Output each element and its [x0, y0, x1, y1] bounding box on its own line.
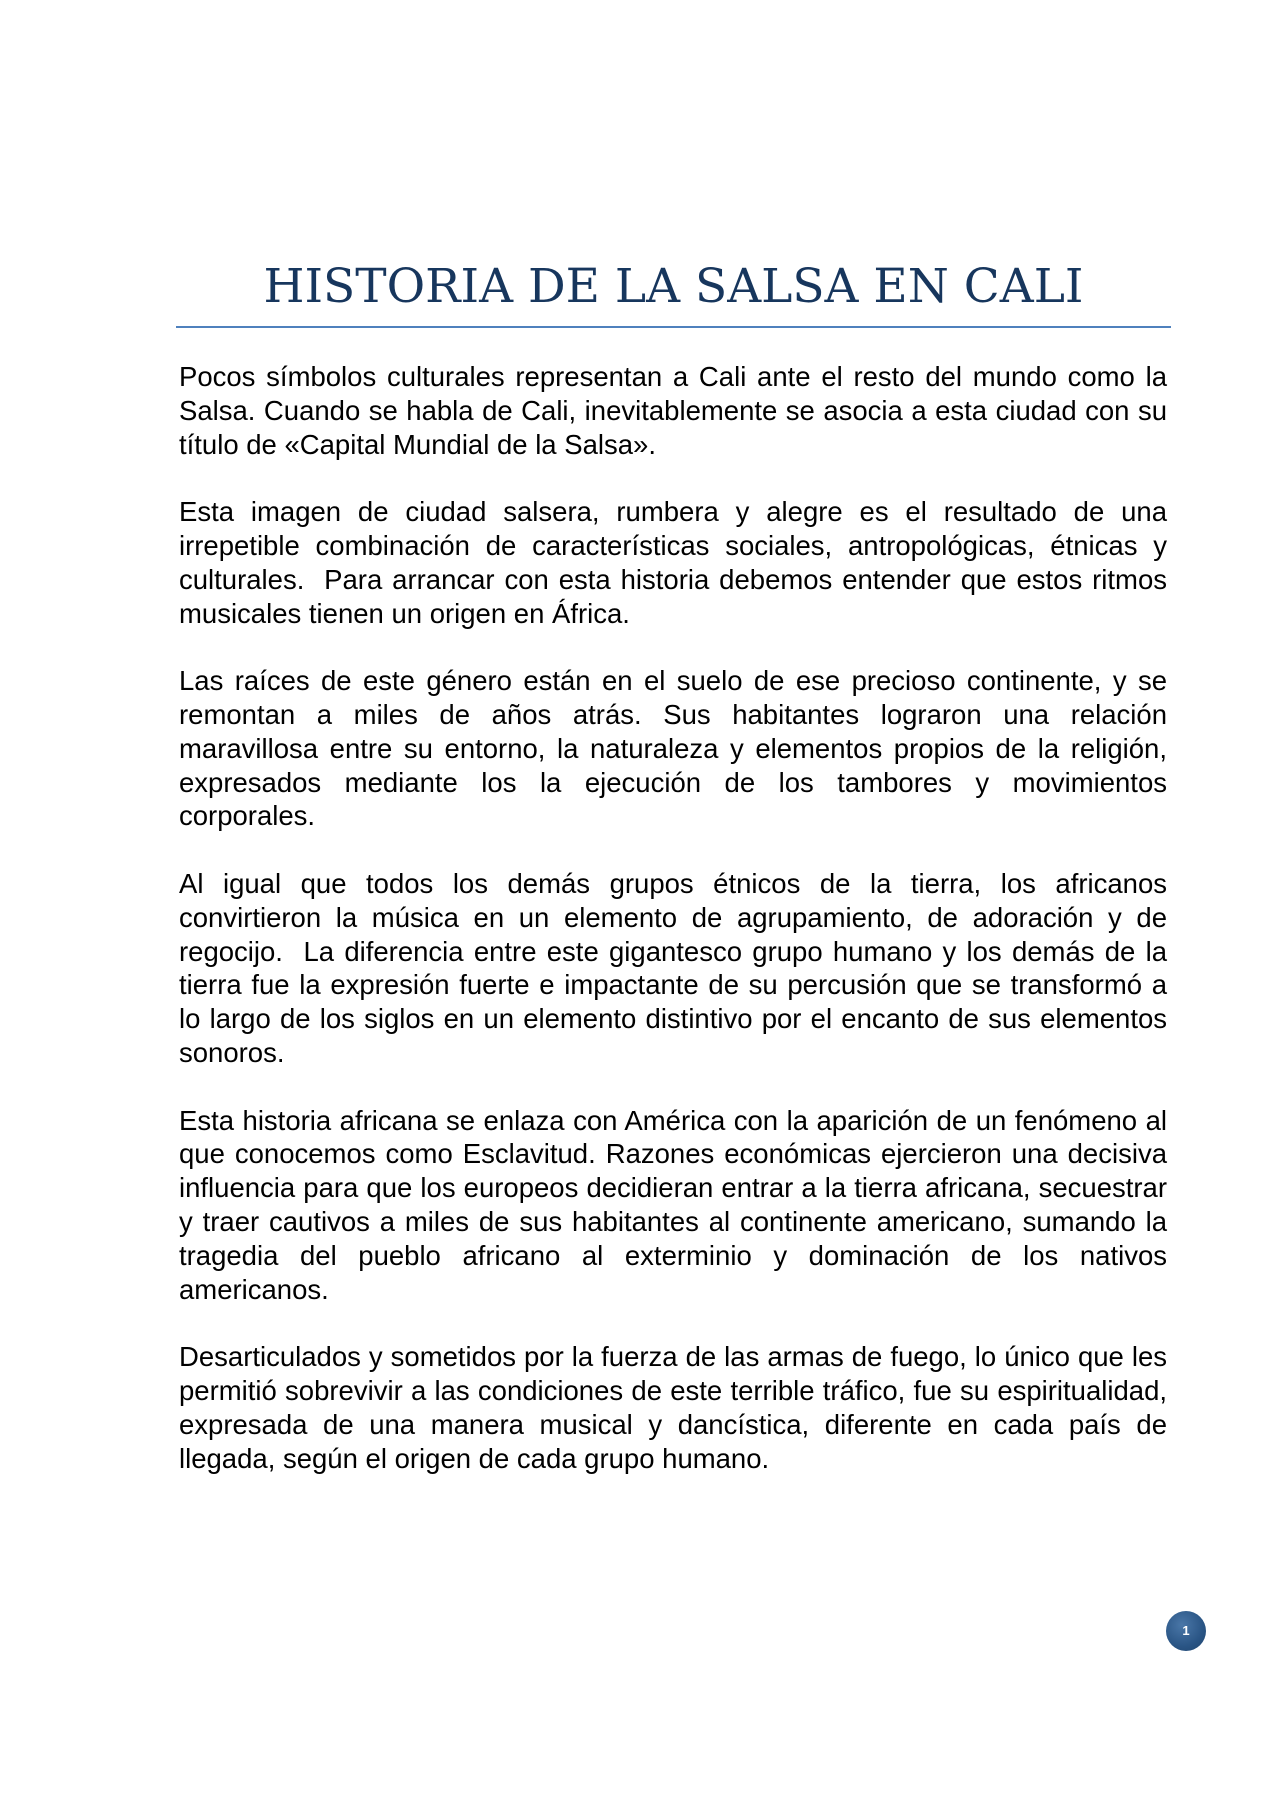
page-number-badge: 1	[1166, 1611, 1206, 1651]
title-underline	[176, 326, 1171, 328]
paragraph-1: Pocos símbolos culturales representan a Cali ante el resto del mundo como la Salsa. Cuando se habla de Cali, inevitablemente se asocia a esta ciudad con su título de «Capital Mundial de la Salsa».	[179, 361, 1175, 460]
paragraph-3: Las raíces de este género están en el suelo de ese precioso continente, y se remontan a miles de años atrás. Sus habitantes lograron una relación maravillosa entre su entorno, la naturaleza y elementos propios de la religión, expresados mediante los la ejecución de los tambores y movimientos corporales.	[179, 665, 1175, 832]
paragraph-6: Desarticulados y sometidos por la fuerza de las armas de fuego, lo único que les permitió sobrevivir a las condiciones de este terrible tráfico, fue su espiritualidad, expresada de una manera musical y dancística, diferente en cada país de llegada, según el origen de cada grupo humano.	[179, 1341, 1175, 1474]
page-title: HISTORIA DE LA SALSA EN CALI	[263, 259, 1084, 314]
body-text	[179, 360, 1175, 1509]
paragraph-4: Al igual que todos los demás grupos étnicos de la tierra, los africanos convirtieron la música en un elemento de agrupamiento, de adoración y de regocijo. La diferencia entre este gigantesco grupo humano y los demás de la tierra fue la expresión fuerte e impactante de su percusión que se transformó a lo largo de los siglos en un elemento distintivo por el encanto de sus elementos sonoros.	[179, 867, 1175, 1068]
paragraph-5: Esta historia africana se enlaza con América con la aparición de un fenómeno al que conocemos como Esclavitud. Razones económicas ejercieron una decisiva influencia para que los europeos decidieran entrar a la tierra africana, secuestrar y traer cautivos a miles de sus habitantes al continente americano, sumando la tragedia del pueblo africano al exterminio y dominación de los nativos americanos.	[179, 1104, 1175, 1305]
paragraph-2: Esta imagen de ciudad salsera, rumbera y alegre es el resultado de una irrepetible combinación de características sociales, antropológicas, étnicas y culturales. Para arrancar con esta historia debemos entender que estos ritmos musicales tienen un origen en África.	[179, 496, 1175, 629]
